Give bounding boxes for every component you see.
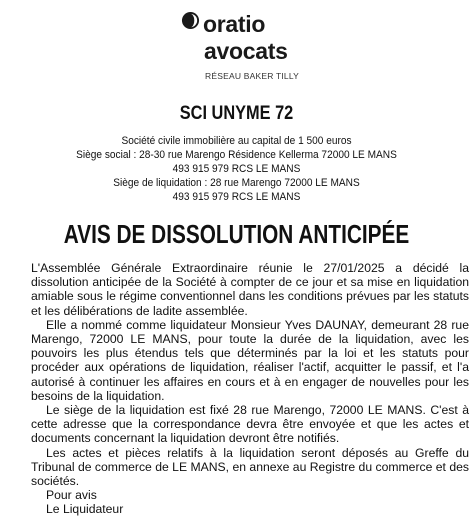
signature-text: Le Liquidateur bbox=[46, 502, 124, 517]
rcs-line-2: 493 915 979 RCS LE MANS bbox=[172, 191, 301, 203]
notice-body bbox=[31, 261, 469, 517]
paragraph-liquidation-seat: Le siège de la liquidation est fixé 28 rue Marengo, 72000 LE MANS. C'est à cette adresse que la correspondance devra être envoyée et que les actes et documents concernant la liquidation devront être notifiés. bbox=[31, 403, 469, 446]
liquidation-seat-line: Siège de liquidation : 28 rue Marengo 72000 LE MANS bbox=[113, 177, 360, 189]
paragraph-liquidator: Elle a nommé comme liquidateur Monsieur Yves DAUNAY, demeurant 28 rue Marengo, 72000 LE MANS, pour toute la durée de la liquidation, avec les pouvoirs les plus étendus tels que déterminés par la loi et les statuts pour procéder aux opérations de liquidation, réaliser l'actif, acquitter le passif, et l'a autorisé à continuer les affaires en cours et à en engager de nouvelles pour les besoins de la liquidation. bbox=[31, 317, 469, 403]
paragraph-dissolution: L'Assemblée Générale Extraordinaire réunie le 27/01/2025 a décidé la dissolution anticipée de la Société à compter de ce jour et sa mise en liquidation amiable sous le régime conventionnel dans les conditions prévues par les statuts et les délibérations de ladite assemblée. bbox=[31, 261, 469, 318]
company-name: SCI UNYME 72 bbox=[179, 103, 294, 124]
closing-text: Pour avis bbox=[46, 488, 97, 503]
oratio-logo-icon bbox=[181, 11, 200, 30]
logo-text-avocats: avocats bbox=[204, 38, 288, 64]
registered-office-line: Siège social : 28-30 rue Marengo Résidence Kellerma 72000 LE MANS bbox=[76, 149, 397, 161]
notice-title: AVIS DE DISSOLUTION ANTICIPÉE bbox=[63, 219, 410, 249]
paragraph-filing: Les actes et pièces relatifs à la liquidation seront déposés au Greffe du Tribunal de commerce de LE MANS, en annexe au Registre du commerce et des sociétés. bbox=[31, 445, 469, 489]
rcs-line: 493 915 979 RCS LE MANS bbox=[172, 163, 301, 175]
logo-text-oratio: oratio bbox=[203, 11, 266, 37]
logo bbox=[181, 8, 311, 82]
logo-tagline: RÉSEAU BAKER TILLY bbox=[205, 71, 299, 81]
company-info bbox=[0, 134, 473, 204]
capital-line: Société civile immobilière au capital de 1 500 euros bbox=[121, 135, 352, 147]
